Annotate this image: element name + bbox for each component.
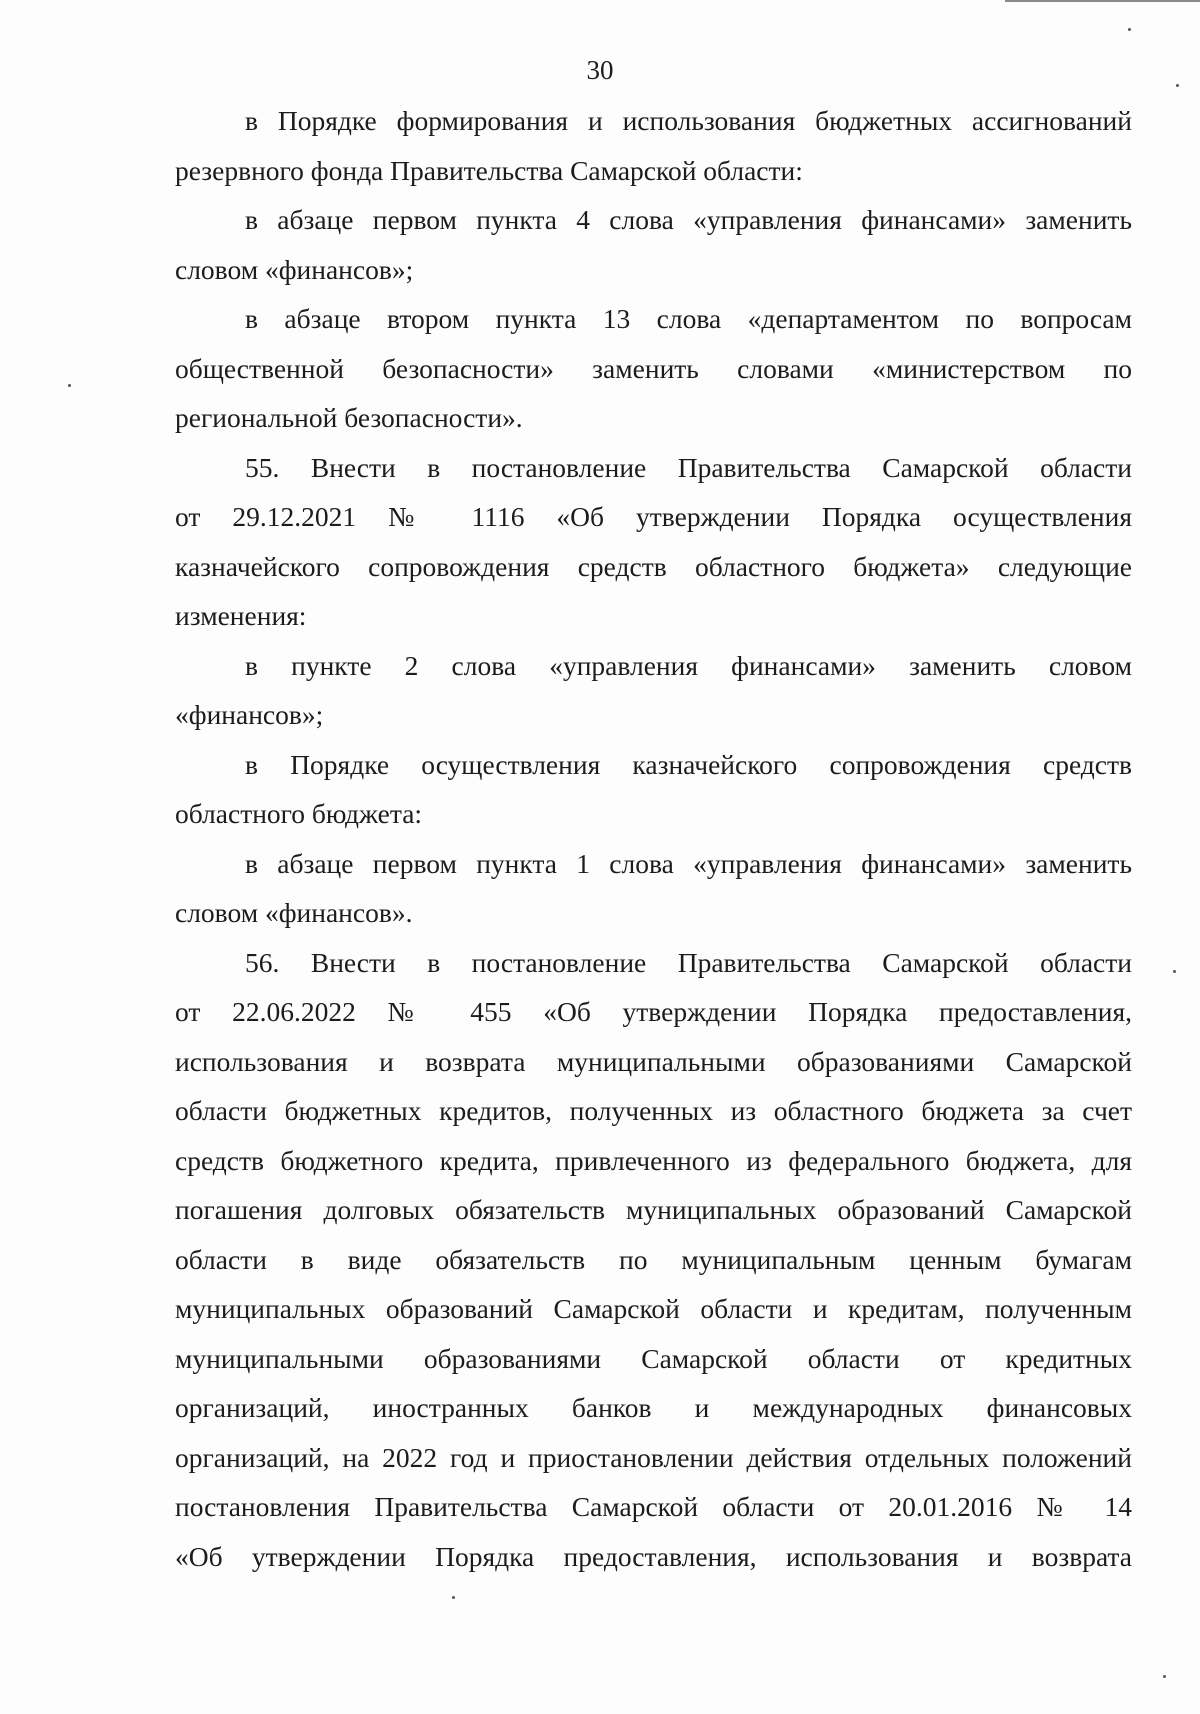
scan-speck — [1128, 28, 1131, 31]
text-line: в Порядке формирования и использования бюджетных ассигнований — [245, 105, 1132, 136]
paragraph — [175, 195, 1132, 294]
text-line: области бюджетных кредитов, полученных из областного бюджета за счет — [175, 1095, 1132, 1126]
text-line: областного бюджета: — [175, 798, 423, 829]
text-line: от 29.12.2021 № 1116 «Об утверждении Порядка осуществления — [175, 501, 1132, 532]
text-line: организаций, иностранных банков и международных финансовых — [175, 1392, 1132, 1423]
text-line: резервного фонда Правительства Самарской области: — [175, 154, 803, 186]
text-line: региональной безопасности». — [175, 402, 523, 433]
text-line: от 22.06.2022 № 455 «Об утверждении Порядка предоставления, — [175, 996, 1132, 1027]
text-line: в пункте 2 слова «управления финансами» заменить словом — [245, 649, 1132, 681]
paragraph — [175, 641, 1132, 740]
text-line: в Порядке осуществления казначейского сопровождения средств — [245, 748, 1132, 780]
text-line: словом «финансов». — [175, 897, 413, 928]
text-line: изменения: — [175, 600, 307, 631]
scan-speck — [1173, 970, 1176, 973]
page-number: 30 — [586, 55, 614, 85]
text-line: средств бюджетного кредита, привлеченного из федерального бюджета, для — [175, 1144, 1132, 1176]
text-line: казначейского сопровождения средств областного бюджета» следующие — [175, 550, 1132, 582]
text-line: в абзаце втором пункта 13 слова «департаментом по вопросам — [245, 303, 1132, 334]
text-line: погашения долговых обязательств муниципальных образований Самарской — [175, 1194, 1132, 1225]
scan-speck — [1176, 84, 1179, 87]
text-line: «финансов»; — [175, 699, 324, 730]
paragraph — [175, 839, 1132, 938]
paragraph — [175, 938, 1132, 1582]
paragraph — [175, 96, 1132, 195]
text-line: в абзаце первом пункта 4 слова «управления финансами» заменить — [245, 204, 1132, 235]
scan-speck — [68, 384, 71, 387]
scan-speck — [1163, 1675, 1166, 1678]
scan-speck — [452, 1596, 455, 1599]
text-line: общественной безопасности» заменить словами «министерством по — [175, 352, 1132, 384]
text-line: муниципальных образований Самарской области и кредитам, полученным — [175, 1293, 1132, 1324]
text-line: словом «финансов»; — [175, 253, 414, 285]
text-line: использования и возврата муниципальными образованиями Самарской — [175, 1045, 1132, 1077]
paragraph — [175, 294, 1132, 443]
text-line: в абзаце первом пункта 1 слова «управления финансами» заменить — [245, 847, 1132, 879]
paragraph — [175, 740, 1132, 839]
text-line: 56. Внести в постановление Правительства Самарской области — [245, 946, 1132, 978]
text-line: 55. Внести в постановление Правительства Самарской области — [245, 451, 1132, 483]
top-edge-rule — [1005, 0, 1200, 2]
text-line: организаций, на 2022 год и приостановлении действия отдельных положений — [175, 1441, 1132, 1473]
document-body — [175, 96, 1132, 1581]
text-line: муниципальными образованиями Самарской области от кредитных — [175, 1342, 1132, 1374]
text-line: области в виде обязательств по муниципальным ценным бумагам — [175, 1243, 1132, 1275]
text-line: постановления Правительства Самарской области от 20.01.2016 № 14 — [175, 1491, 1132, 1522]
text-line: «Об утверждении Порядка предоставления, использования и возврата — [175, 1540, 1132, 1572]
paragraph — [175, 443, 1132, 641]
